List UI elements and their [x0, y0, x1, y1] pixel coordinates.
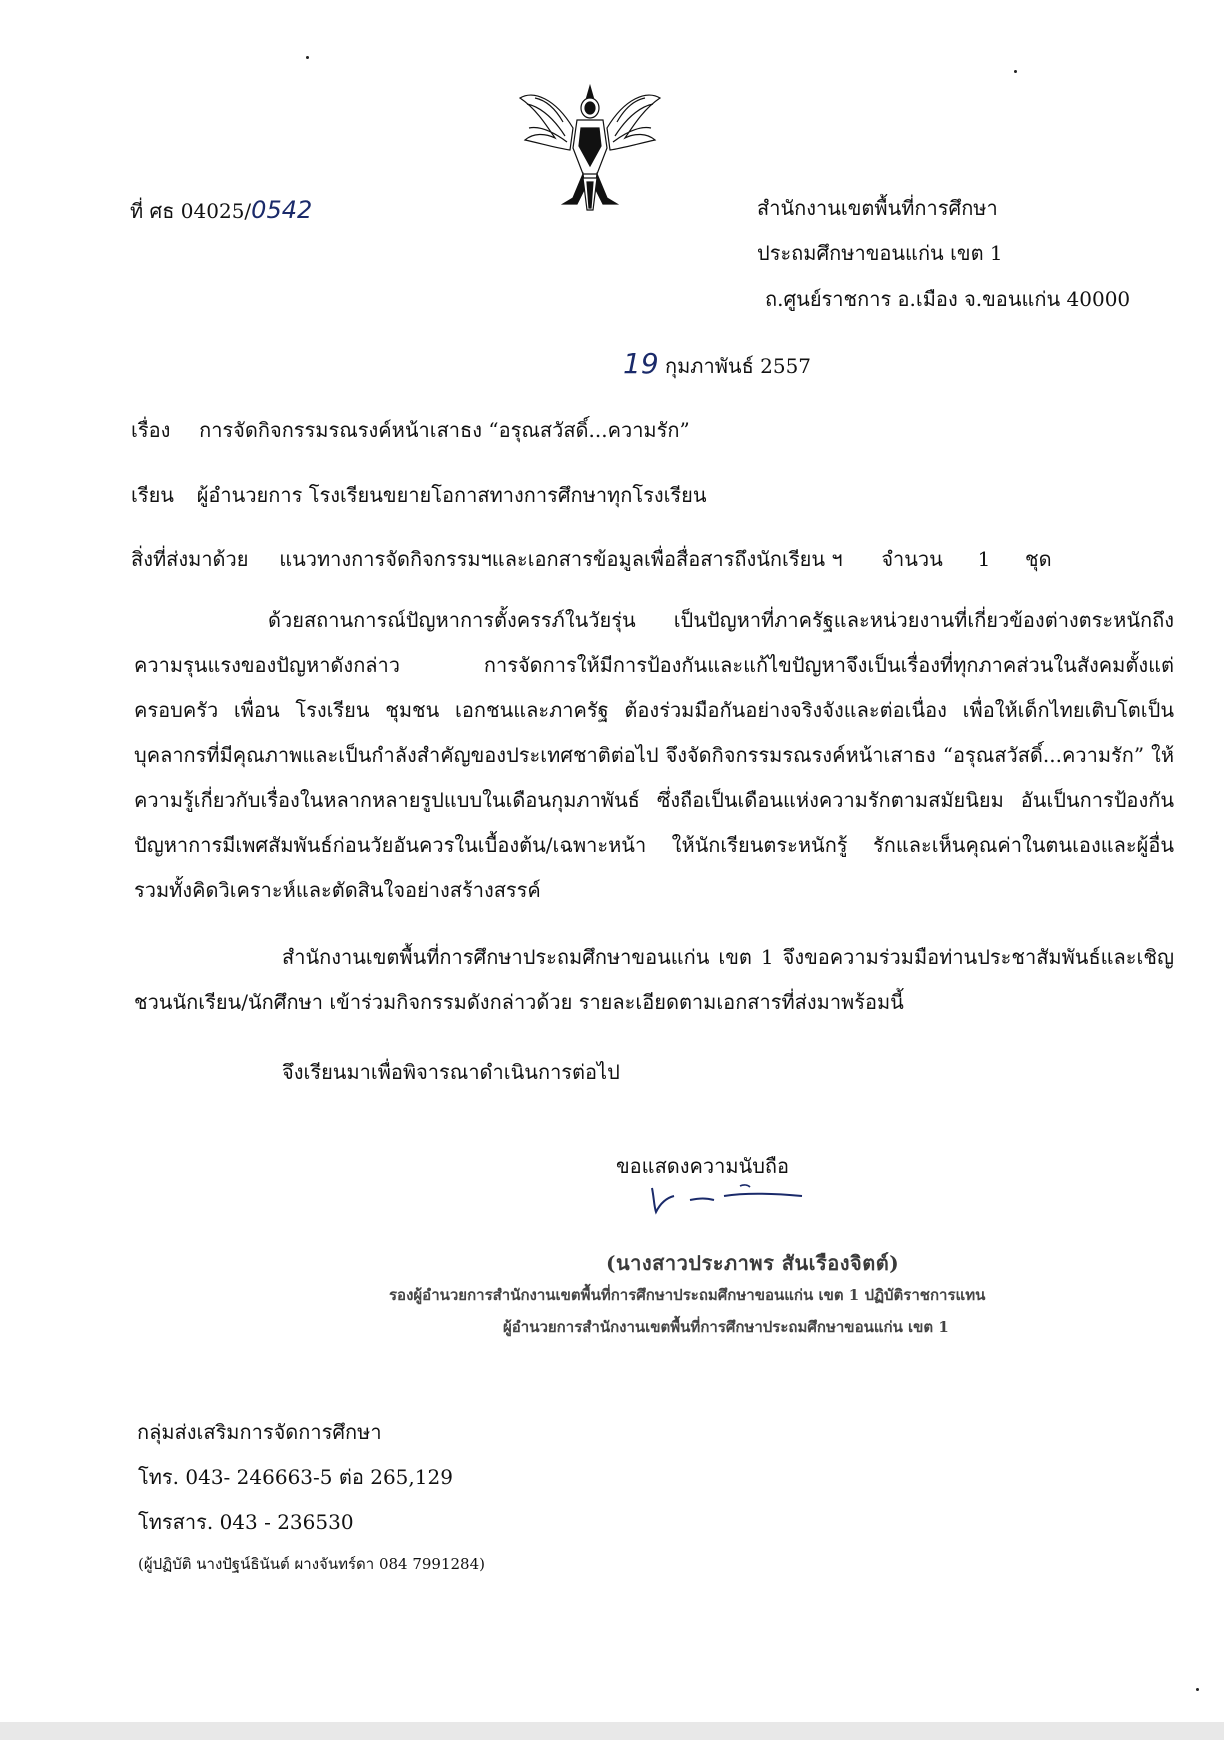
reference-number [130, 196, 312, 225]
reference-handwritten: 0542 [251, 196, 313, 224]
scan-bottom-edge [0, 1722, 1224, 1740]
scan-speck [1014, 70, 1017, 73]
enclosure-text: แนวทางการจัดกิจกรรมฯและเอกสารข้อมูลเพื่อสื่อสารถึงนักเรียน ฯ [279, 547, 843, 571]
subject-label: เรื่อง [131, 418, 171, 442]
body-paragraph-2: สำนักงานเขตพื้นที่การศึกษาประถมศึกษาขอนแก่น เขต 1 จึงขอความร่วมมือท่านประชาสัมพันธ์และเชิญชวนนักเรียน/นักศึกษา เข้าร่วมกิจกรรมดังกล่าวด้วย รายละเอียดตามเอกสารที่ส่งมาพร้อมนี้ [134, 945, 1174, 1014]
date-month-year: กุมภาพันธ์ 2557 [665, 354, 812, 378]
office-name: สำนักงานเขตพื้นที่การศึกษา [757, 196, 998, 220]
signatory-title-stamp-2: ผู้อำนวยการสำนักงานเขตพื้นที่การศึกษาประถมศึกษาขอนแก่น เขต 1 [503, 1318, 949, 1336]
recipient-text: ผู้อำนวยการ โรงเรียนขยายโอกาสทางการศึกษาทุกโรงเรียน [196, 483, 707, 507]
enclosure-label: สิ่งที่ส่งมาด้วย [131, 547, 249, 571]
scan-speck [1196, 1688, 1199, 1691]
garuda-emblem-icon [515, 78, 665, 218]
handwritten-signature [640, 1178, 810, 1218]
footer-phone: โทร. 043- 246663-5 ต่อ 265,129 [138, 1465, 453, 1489]
subject-line [131, 416, 690, 444]
recipient-label: เรียน [131, 483, 174, 507]
footer-department: กลุ่มส่งเสริมการจัดการศึกษา [137, 1420, 382, 1444]
enclosure-unit: ชุด [1025, 547, 1052, 571]
date-day-handwritten: 19 [623, 347, 659, 380]
salutation: ขอแสดงความนับถือ [616, 1154, 790, 1178]
reference-label: ที่ ศธ 04025/ [130, 199, 252, 223]
signatory-name-stamp: (นางสาวประภาพร สันเรืองจิตต์) [606, 1251, 900, 1275]
enclosure-qty-label: จำนวน [881, 547, 943, 571]
office-address: ถ.ศูนย์ราชการ อ.เมือง จ.ขอนแก่น 40000 [765, 287, 1131, 311]
enclosure-line [131, 545, 1052, 573]
footer-contact: (ผู้ปฏิบัติ นางปัฐน์ธินันต์ ผางจันทร์ดา 084 7991284) [138, 1555, 485, 1573]
recipient-line [131, 481, 707, 509]
subject-text: การจัดกิจกรรมรณรงค์หน้าเสาธง “อรุณสวัสดิ์...ความรัก” [199, 418, 690, 442]
enclosure-qty: 1 [977, 547, 991, 571]
body-paragraph-1: ด้วยสถานการณ์ปัญหาการตั้งครรภ์ในวัยรุ่น เป็นปัญหาที่ภาครัฐและหน่วยงานที่เกี่ยวข้องต่างตระหนักถึงความรุนแรงของปัญหาดังกล่าว การจัดการให้มีการป้องกันและแก้ไขปัญหาจึงเป็นเรื่องที่ทุกภาคส่วนในสังคมตั้งแต่ครอบครัว เพื่อน โรงเรียน ชุมชน เอกชนและภาครัฐ ต้องร่วมมือกันอย่างจริงจังและต่อเนื่อง เพื่อให้เด็กไทยเติบโตเป็นบุคลากรที่มีคุณภาพและเป็นกำลังสำคัญของประเทศชาติต่อไป จึงจัดกิจกรรมรณรงค์หน้าเสาธง “อรุณสวัสดิ์...ความรัก” ให้ความรู้เกี่ยวกับเรื่องในหลากหลายรูปแบบในเดือนกุมภาพันธ์ ซึ่งถือเป็นเดือนแห่งความรักตามสมัยนิยม อันเป็นการป้องกันปัญหาการมีเพศสัมพันธ์ก่อนวัยอันควรในเบื้องต้น/เฉพาะหน้า ให้นักเรียนตระหนักรู้ รักและเห็นคุณค่าในตนเองและผู้อื่น รวมทั้งคิดวิเคราะห์และตัดสินใจอย่างสร้างสรรค์ [134, 608, 1174, 902]
closing-request: จึงเรียนมาเพื่อพิจารณาดำเนินการต่อไป [282, 1060, 620, 1084]
signatory-title-stamp-1: รองผู้อำนวยการสำนักงานเขตพื้นที่การศึกษาประถมศึกษาขอนแก่น เขต 1 ปฏิบัติราชการแทน [389, 1286, 986, 1304]
footer-fax: โทรสาร. 043 - 236530 [138, 1510, 354, 1534]
letter-date [623, 347, 812, 380]
scan-speck [306, 56, 309, 59]
office-area: ประถมศึกษาขอนแก่น เขต 1 [757, 241, 1003, 265]
